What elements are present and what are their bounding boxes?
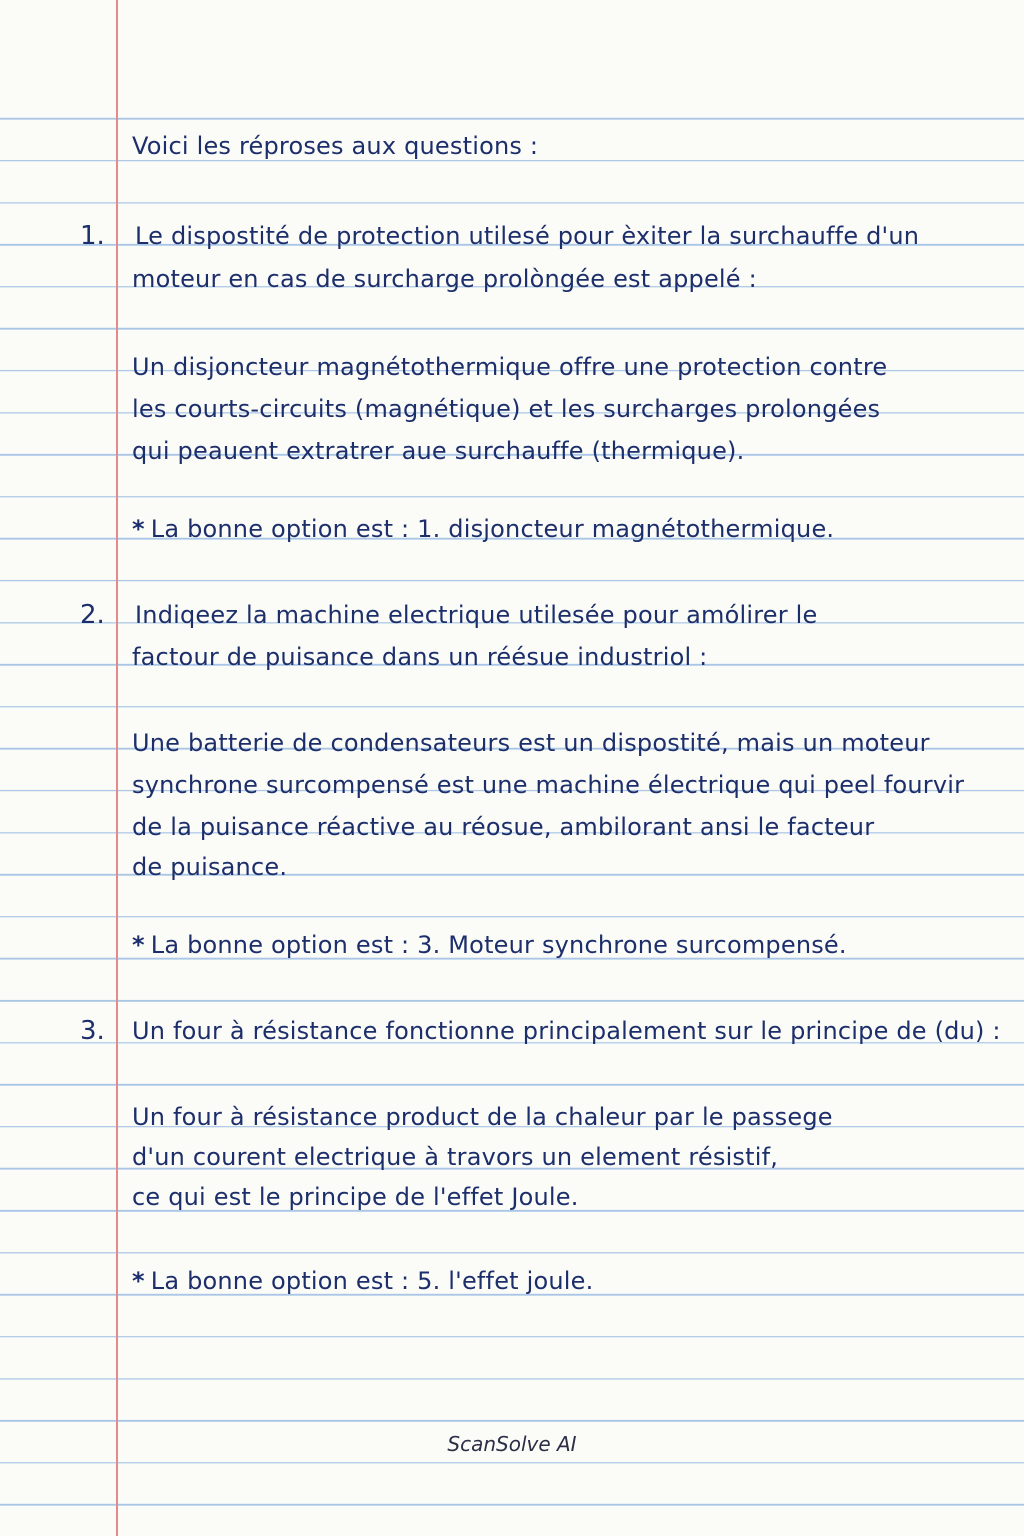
answer-1: [132, 508, 834, 550]
page-header-blank: [0, 0, 1024, 110]
answer-1-text: La bonne option est : 1. disjoncteur magnétothermique.: [150, 515, 835, 543]
explanation-2-line-1: Une batterie de condensateurs est un dispostité, mais un moteur: [132, 729, 930, 757]
explanation-2-line-4: de puisance.: [132, 853, 288, 881]
explanation-1-line-3: qui peauent extratrer aue surchauffe (thermique).: [132, 437, 745, 465]
explanation-3-line-3: ce qui est le principe de l'effet Joule.: [132, 1183, 579, 1211]
question-2-line-2: factour de puisance dans un réésue industriol :: [132, 643, 708, 671]
margin-line: [116, 0, 118, 1536]
question-1-line-2: moteur en cas de surcharge prolòngée est appelé :: [132, 265, 757, 293]
answer-2-star: *: [132, 931, 145, 959]
question-1-line-1: Le dispostité de protection utilesé pour èxiter la surchauffe d'un: [135, 222, 920, 250]
answer-3: [132, 1260, 593, 1302]
explanation-2-line-3: de la puisance réactive au réosue, ambilorant ansi le facteur: [132, 813, 875, 841]
explanation-1-line-1: Un disjoncteur magnétothermique offre une protection contre: [132, 353, 888, 381]
answer-3-star: *: [132, 1267, 145, 1295]
explanation-2-line-2: synchrone surcompensé est une machine électrique qui peel fourvir: [132, 771, 965, 799]
question-1-number: 1.: [80, 221, 105, 251]
answer-2: [132, 924, 847, 966]
question-3-line-1: Un four à résistance fonctionne principalement sur le principe de (du) :: [132, 1017, 1001, 1045]
answer-3-text: La bonne option est : 5. l'effet joule.: [150, 1267, 594, 1295]
explanation-3-line-2: d'un courent electrique à travors un element résistif,: [132, 1143, 779, 1171]
answer-1-star: *: [132, 515, 145, 543]
intro-text: Voici les réproses aux questions :: [132, 132, 539, 160]
explanation-3-line-1: Un four à résistance product de la chaleur par le passege: [132, 1103, 833, 1131]
question-2-line-1: Indiqeez la machine electrique utilesée pour amólirer le: [135, 601, 818, 629]
question-2-number: 2.: [80, 600, 105, 630]
explanation-1-line-2: les courts-circuits (magnétique) et les surcharges prolongées: [132, 395, 881, 423]
answer-2-text: La bonne option est : 3. Moteur synchrone surcompensé.: [150, 931, 847, 959]
footer-brand: ScanSolve AI: [447, 1432, 577, 1456]
question-3-number: 3.: [80, 1016, 105, 1046]
